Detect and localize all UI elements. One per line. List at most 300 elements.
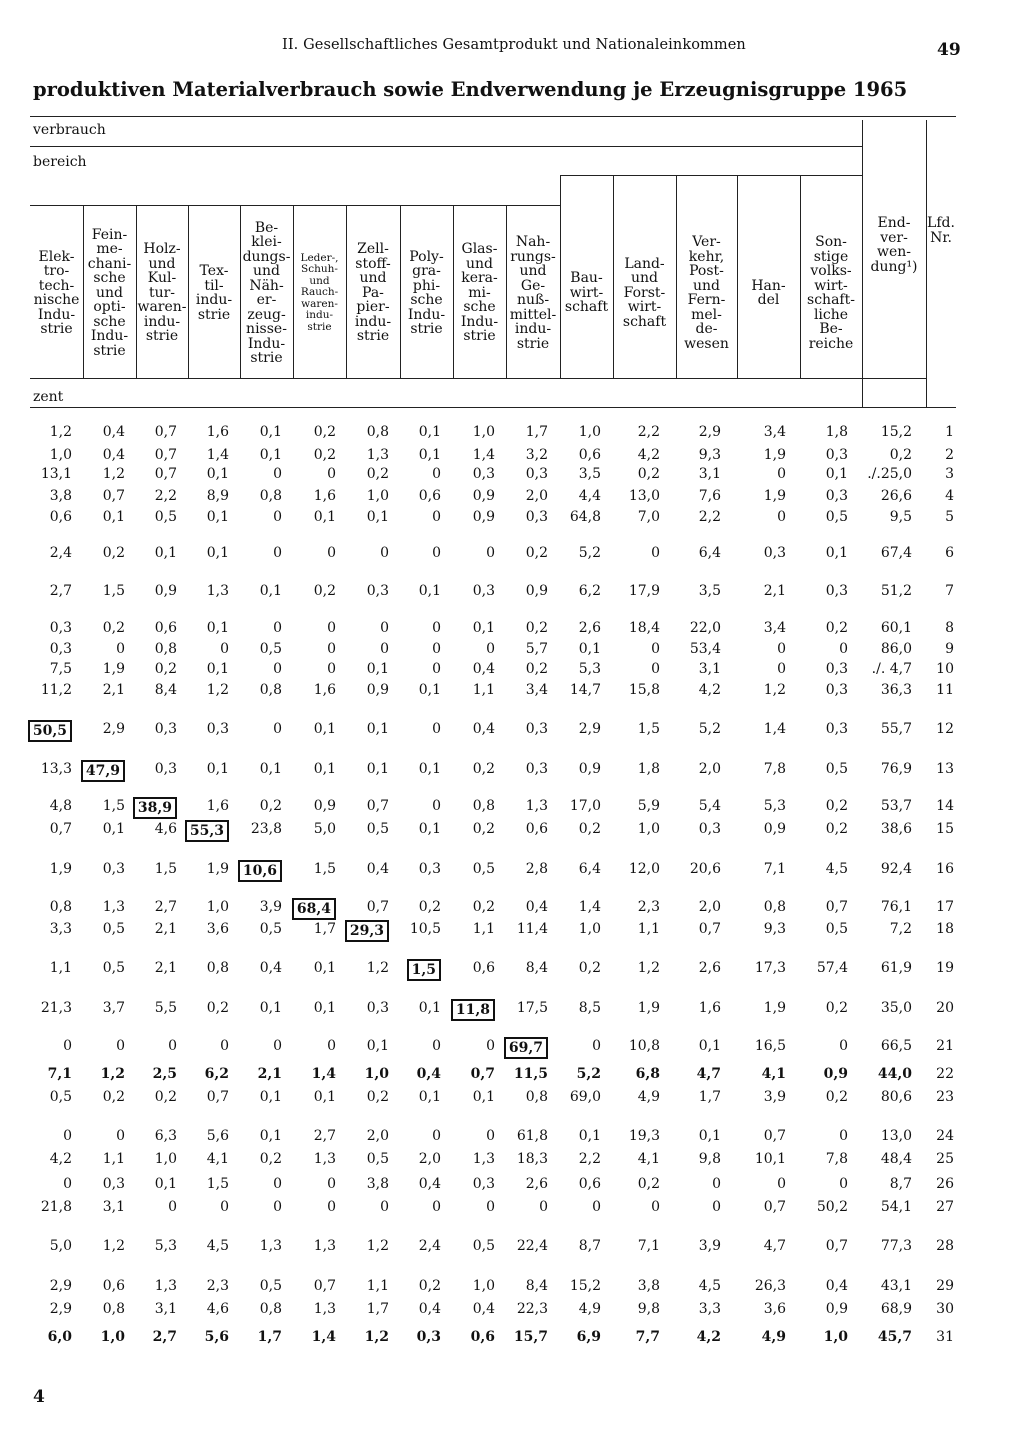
table-cell: 15,2 xyxy=(880,424,912,440)
table-cell: 4,6 xyxy=(154,821,177,837)
table-cell: 1,6 xyxy=(206,798,229,814)
table-cell: 5,2 xyxy=(698,721,721,737)
table-cell: 0,5 xyxy=(472,861,495,877)
table-cell: 0,5 xyxy=(472,1238,495,1254)
table-cell: 3,3 xyxy=(698,1301,721,1317)
table-cell: 6,3 xyxy=(154,1128,177,1144)
table-cell: 0,1 xyxy=(472,620,495,636)
table-cell: 0,3 xyxy=(49,620,72,636)
table-cell: 3,7 xyxy=(102,1000,125,1016)
table-cell: 3,6 xyxy=(206,921,229,937)
table-cell: 0,3 xyxy=(825,488,848,504)
table-cell: 0 xyxy=(432,798,441,814)
table-cell: 45,7 xyxy=(877,1329,912,1345)
table-cell: 11,5 xyxy=(513,1066,548,1082)
table-cell: 0,1 xyxy=(154,545,177,561)
table-cell: 1,5 xyxy=(313,861,336,877)
table-cell: 1,4 xyxy=(311,1066,336,1082)
table-cell: 2,9 xyxy=(49,1301,72,1317)
table-cell: 0,8 xyxy=(763,899,786,915)
table-cell: 0 xyxy=(116,641,125,657)
band-label-verbrauch: verbrauch xyxy=(33,122,106,138)
column-header: Ver- kehr, Post- und Fern- mel- de- wesen xyxy=(684,234,729,352)
table-cell: 0,8 xyxy=(259,488,282,504)
table-cell: 0,1 xyxy=(259,447,282,463)
table-cell: 0,4 xyxy=(416,1066,441,1082)
table-cell: 2,3 xyxy=(206,1278,229,1294)
row-number: 19 xyxy=(936,960,954,976)
table-cell: 47,9 xyxy=(81,760,125,782)
table-cell: 6,0 xyxy=(47,1329,72,1345)
table-cell: 1,3 xyxy=(313,1151,336,1167)
table-cell: 2,2 xyxy=(154,488,177,504)
table-cell: 3,6 xyxy=(763,1301,786,1317)
table-cell: 2,4 xyxy=(49,545,72,561)
table-cell: 1,4 xyxy=(206,447,229,463)
table-cell: 1,9 xyxy=(637,1000,660,1016)
table-cell: 0,2 xyxy=(418,899,441,915)
table-cell: 0,7 xyxy=(102,488,125,504)
table-cell: 0,8 xyxy=(102,1301,125,1317)
table-cell: 0,1 xyxy=(313,1089,336,1105)
table-cell: 1,2 xyxy=(102,1238,125,1254)
table-cell: 6,8 xyxy=(635,1066,660,1082)
table-cell: 2,7 xyxy=(152,1329,177,1345)
table-cell: 17,3 xyxy=(754,960,786,976)
table-cell: 3,1 xyxy=(698,466,721,482)
row-number: 1 xyxy=(945,424,954,440)
table-cell: 0,3 xyxy=(525,509,548,525)
table-cell: 0 xyxy=(486,1128,495,1144)
running-head: II. Gesellschaftliches Gesamtprodukt und Nationaleinkommen xyxy=(282,37,746,53)
table-cell: 4,6 xyxy=(206,1301,229,1317)
table-cell: 0 xyxy=(712,1176,721,1192)
band-rule-2 xyxy=(560,175,862,176)
table-cell: 1,1 xyxy=(366,1278,389,1294)
table-cell: 11,4 xyxy=(516,921,548,937)
table-cell: 54,1 xyxy=(880,1199,912,1215)
table-cell: 2,3 xyxy=(637,899,660,915)
table-cell: 86,0 xyxy=(880,641,912,657)
table-cell: 6,4 xyxy=(698,545,721,561)
table-cell: 0,1 xyxy=(418,1089,441,1105)
row-number: 3 xyxy=(945,466,954,482)
table-cell: 0,2 xyxy=(825,821,848,837)
table-cell: 0,8 xyxy=(206,960,229,976)
row-number: 16 xyxy=(936,861,954,877)
table-cell: 1,7 xyxy=(313,921,336,937)
table-cell: 1,6 xyxy=(313,682,336,698)
table-cell: 0 xyxy=(651,545,660,561)
table-cell: 15,7 xyxy=(513,1329,548,1345)
column-header: Zell- stoff- und Pa- pier- indu- strie xyxy=(354,241,392,345)
table-cell: 0 xyxy=(486,545,495,561)
table-cell: 1,0 xyxy=(823,1329,848,1345)
table-cell: 0,9 xyxy=(472,509,495,525)
column-header: Tex- til- indu- strie xyxy=(195,263,233,323)
table-cell: 2,9 xyxy=(698,424,721,440)
table-cell: 0,2 xyxy=(418,1278,441,1294)
table-cell: 0 xyxy=(432,721,441,737)
table-cell: 4,5 xyxy=(698,1278,721,1294)
table-cell: 0,8 xyxy=(259,682,282,698)
table-cell: 13,3 xyxy=(40,761,72,777)
table-cell: 0 xyxy=(432,545,441,561)
table-cell: 0,7 xyxy=(698,921,721,937)
table-cell: 3,5 xyxy=(698,583,721,599)
table-cell: 92,4 xyxy=(880,861,912,877)
table-cell: 0,5 xyxy=(154,509,177,525)
table-cell: 0,5 xyxy=(366,1151,389,1167)
table-cell: 0,2 xyxy=(472,821,495,837)
table-cell: 0,2 xyxy=(366,1089,389,1105)
row-number: 17 xyxy=(936,899,954,915)
table-cell: 0 xyxy=(327,1038,336,1054)
row-number: 15 xyxy=(936,821,954,837)
table-cell: 0,4 xyxy=(418,1176,441,1192)
row-number: 9 xyxy=(945,641,954,657)
table-cell: 0 xyxy=(273,545,282,561)
table-cell: 0,7 xyxy=(49,821,72,837)
table-cell: 0,1 xyxy=(366,509,389,525)
table-cell: 0,1 xyxy=(825,545,848,561)
table-cell: 0,9 xyxy=(472,488,495,504)
table-cell: 0,2 xyxy=(259,798,282,814)
table-cell: 1,6 xyxy=(698,1000,721,1016)
table-cell: 29,3 xyxy=(345,920,389,942)
table-cell: 5,0 xyxy=(49,1238,72,1254)
table-cell: 2,1 xyxy=(763,583,786,599)
table-cell: 0,7 xyxy=(763,1199,786,1215)
table-cell: 0,9 xyxy=(366,682,389,698)
table-cell: 0,1 xyxy=(578,641,601,657)
table-cell: 22,3 xyxy=(516,1301,548,1317)
table-cell: 16,5 xyxy=(754,1038,786,1054)
table-cell: 3,4 xyxy=(763,424,786,440)
table-cell: 0,6 xyxy=(49,509,72,525)
unit-rule xyxy=(30,407,956,408)
table-cell: 0 xyxy=(486,1199,495,1215)
table-cell: 53,4 xyxy=(689,641,721,657)
table-cell: 48,4 xyxy=(880,1151,912,1167)
table-cell: 0 xyxy=(777,509,786,525)
table-cell: 0,1 xyxy=(366,761,389,777)
table-cell: 2,6 xyxy=(578,620,601,636)
table-cell: 1,2 xyxy=(366,1238,389,1254)
table-cell: 3,5 xyxy=(578,466,601,482)
table-cell: 15,8 xyxy=(628,682,660,698)
table-cell: 50,2 xyxy=(816,1199,848,1215)
table-cell: 1,1 xyxy=(102,1151,125,1167)
table-cell: 0 xyxy=(592,1038,601,1054)
table-cell: 0,3 xyxy=(416,1329,441,1345)
table-cell: 0 xyxy=(220,1038,229,1054)
table-cell: 3,9 xyxy=(698,1238,721,1254)
table-cell: 0,6 xyxy=(578,1176,601,1192)
table-cell: 0,8 xyxy=(49,899,72,915)
table-cell: 0,1 xyxy=(206,620,229,636)
table-cell: 80,6 xyxy=(880,1089,912,1105)
table-cell: 0 xyxy=(592,1199,601,1215)
table-cell: 1,7 xyxy=(366,1301,389,1317)
table-cell: 0 xyxy=(273,1176,282,1192)
table-cell: 1,3 xyxy=(102,899,125,915)
table-cell: 1,0 xyxy=(364,1066,389,1082)
table-cell: 2,0 xyxy=(418,1151,441,1167)
table-cell: 0,3 xyxy=(366,583,389,599)
table-cell: 3,8 xyxy=(637,1278,660,1294)
table-cell: 0,9 xyxy=(825,1301,848,1317)
table-cell: 0,1 xyxy=(313,960,336,976)
table-cell: 7,8 xyxy=(763,761,786,777)
table-cell: 0 xyxy=(220,641,229,657)
table-cell: 4,1 xyxy=(761,1066,786,1082)
table-cell: 0 xyxy=(839,1038,848,1054)
table-cell: 0,4 xyxy=(102,447,125,463)
table-cell: ./.25,0 xyxy=(867,466,912,482)
table-cell: 1,0 xyxy=(578,921,601,937)
table-cell: 12,0 xyxy=(628,861,660,877)
table-cell: 0,2 xyxy=(578,821,601,837)
table-cell: 2,5 xyxy=(152,1066,177,1082)
table-cell: 0,2 xyxy=(525,661,548,677)
table-cell: 1,2 xyxy=(206,682,229,698)
table-cell: 0 xyxy=(432,1038,441,1054)
row-number: 31 xyxy=(936,1329,954,1345)
table-cell: 2,2 xyxy=(637,424,660,440)
table-cell: 0 xyxy=(273,1199,282,1215)
table-cell: 0 xyxy=(839,1128,848,1144)
table-cell: 18,3 xyxy=(516,1151,548,1167)
table-cell: 1,9 xyxy=(763,1000,786,1016)
table-cell: 1,5 xyxy=(154,861,177,877)
table-cell: 1,4 xyxy=(763,721,786,737)
table-cell: 2,6 xyxy=(525,1176,548,1192)
table-cell: 50,5 xyxy=(28,720,72,742)
table-cell: 1,9 xyxy=(763,447,786,463)
table-cell: 0 xyxy=(220,1199,229,1215)
table-cell: 0,1 xyxy=(259,1000,282,1016)
table-cell: 5,0 xyxy=(313,821,336,837)
table-cell: 0 xyxy=(777,661,786,677)
table-cell: 0,3 xyxy=(525,466,548,482)
table-cell: 0,3 xyxy=(206,721,229,737)
row-number: 26 xyxy=(936,1176,954,1192)
table-cell: 11,8 xyxy=(451,999,495,1021)
table-cell: 0 xyxy=(432,661,441,677)
table-cell: 64,8 xyxy=(569,509,601,525)
table-cell: 11,2 xyxy=(40,682,72,698)
table-cell: 8,7 xyxy=(889,1176,912,1192)
row-number: 22 xyxy=(936,1066,954,1082)
table-cell: 0,9 xyxy=(154,583,177,599)
table-cell: 0,3 xyxy=(49,641,72,657)
table-cell: 0,1 xyxy=(418,447,441,463)
table-cell: 1,0 xyxy=(472,1278,495,1294)
table-cell: 2,1 xyxy=(154,960,177,976)
column-header: Han- del xyxy=(751,277,786,308)
table-cell: 0,2 xyxy=(366,466,389,482)
table-cell: 0,8 xyxy=(259,1301,282,1317)
table-cell: 2,4 xyxy=(418,1238,441,1254)
table-cell: 2,7 xyxy=(154,899,177,915)
row-number: 25 xyxy=(936,1151,954,1167)
table-cell: 5,3 xyxy=(578,661,601,677)
table-cell: 0 xyxy=(380,1199,389,1215)
table-cell: 0,8 xyxy=(472,798,495,814)
band-label-bereich: bereich xyxy=(33,154,87,170)
table-cell: 0,6 xyxy=(578,447,601,463)
table-cell: 0,2 xyxy=(154,1089,177,1105)
table-cell: 1,5 xyxy=(102,798,125,814)
table-cell: 68,4 xyxy=(292,898,336,920)
table-cell: 0,9 xyxy=(823,1066,848,1082)
table-cell: 10,5 xyxy=(409,921,441,937)
footer-page-marker: 4 xyxy=(33,1387,45,1407)
table-cell: 2,1 xyxy=(102,682,125,698)
table-cell: 1,1 xyxy=(637,921,660,937)
table-cell: 1,5 xyxy=(407,959,441,981)
table-cell: 2,8 xyxy=(525,861,548,877)
table-cell: 0,1 xyxy=(698,1038,721,1054)
table-cell: 4,2 xyxy=(696,1329,721,1345)
table-cell: 0,5 xyxy=(366,821,389,837)
table-cell: 20,6 xyxy=(689,861,721,877)
table-cell: 0,7 xyxy=(313,1278,336,1294)
page-title: produktiven Materialverbrauch sowie Endverwendung je Erzeugnisgruppe 1965 xyxy=(33,78,908,101)
column-header: Poly- gra- phi- sche Indu- strie xyxy=(407,248,446,337)
table-cell: 1,8 xyxy=(637,761,660,777)
table-cell: 5,2 xyxy=(578,545,601,561)
header-top-rule xyxy=(30,205,560,206)
table-cell: 0,2 xyxy=(472,899,495,915)
table-cell: 1,4 xyxy=(311,1329,336,1345)
table-cell: 10,8 xyxy=(628,1038,660,1054)
table-cell: 7,1 xyxy=(763,861,786,877)
column-header: Elek- tro- tech- nische Indu- strie xyxy=(33,248,80,337)
table-cell: 8,9 xyxy=(206,488,229,504)
table-cell: 0 xyxy=(273,1038,282,1054)
table-cell: 38,9 xyxy=(133,797,177,819)
table-cell: 13,0 xyxy=(628,488,660,504)
table-cell: 0 xyxy=(327,466,336,482)
column-header: Lfd. Nr. xyxy=(927,215,955,246)
table-cell: 0,4 xyxy=(825,1278,848,1294)
table-cell: 17,9 xyxy=(628,583,660,599)
table-cell: 8,4 xyxy=(525,1278,548,1294)
table-cell: 7,1 xyxy=(637,1238,660,1254)
table-cell: 0,2 xyxy=(313,424,336,440)
table-cell: 7,6 xyxy=(698,488,721,504)
table-cell: 7,7 xyxy=(635,1329,660,1345)
table-cell: 76,9 xyxy=(880,761,912,777)
table-cell: 0,3 xyxy=(763,545,786,561)
table-cell: 0 xyxy=(777,466,786,482)
table-cell: 0,1 xyxy=(259,424,282,440)
table-cell: 0 xyxy=(327,545,336,561)
table-cell: 1,5 xyxy=(206,1176,229,1192)
table-cell: 1,1 xyxy=(472,921,495,937)
table-cell: 0,1 xyxy=(259,761,282,777)
table-cell: 4,2 xyxy=(698,682,721,698)
table-cell: 0,2 xyxy=(825,1089,848,1105)
table-cell: 1,3 xyxy=(472,1151,495,1167)
table-cell: 2,9 xyxy=(578,721,601,737)
table-cell: 5,6 xyxy=(206,1128,229,1144)
row-number: 20 xyxy=(936,1000,954,1016)
table-cell: 0 xyxy=(539,1199,548,1215)
table-cell: 6,9 xyxy=(576,1329,601,1345)
row-number: 7 xyxy=(945,583,954,599)
table-cell: 0 xyxy=(432,641,441,657)
table-cell: 4,7 xyxy=(696,1066,721,1082)
table-cell: 0,7 xyxy=(206,1089,229,1105)
table-cell: 4,1 xyxy=(206,1151,229,1167)
table-cell: 0,3 xyxy=(154,761,177,777)
table-cell: 19,3 xyxy=(628,1128,660,1144)
row-number: 30 xyxy=(936,1301,954,1317)
table-cell: 9,5 xyxy=(889,509,912,525)
table-cell: 1,2 xyxy=(637,960,660,976)
table-cell: 8,4 xyxy=(154,682,177,698)
table-cell: 0,1 xyxy=(259,1128,282,1144)
title-rule xyxy=(30,116,956,117)
column-header: Bau- wirt- schaft xyxy=(564,270,609,316)
table-cell: 0,2 xyxy=(825,620,848,636)
table-cell: 0,1 xyxy=(206,661,229,677)
table-cell: 0,2 xyxy=(889,447,912,463)
table-cell: 1,3 xyxy=(206,583,229,599)
row-number: 11 xyxy=(936,682,954,698)
table-cell: 0,4 xyxy=(472,1301,495,1317)
table-cell: 0 xyxy=(839,641,848,657)
table-cell: 1,6 xyxy=(206,424,229,440)
table-cell: 0,2 xyxy=(825,1000,848,1016)
column-header: Holz- und Kul- tur- waren- indu- strie xyxy=(137,241,187,345)
table-cell: 0 xyxy=(380,545,389,561)
table-cell: 0 xyxy=(63,1038,72,1054)
table-cell: 0 xyxy=(777,641,786,657)
table-cell: 1,2 xyxy=(366,960,389,976)
table-cell: 68,9 xyxy=(880,1301,912,1317)
table-cell: 5,9 xyxy=(637,798,660,814)
table-cell: 0 xyxy=(327,641,336,657)
table-cell: 3,9 xyxy=(259,899,282,915)
table-cell: 1,4 xyxy=(472,447,495,463)
table-cell: 0,3 xyxy=(472,1176,495,1192)
table-cell: 1,2 xyxy=(364,1329,389,1345)
table-cell: 0,2 xyxy=(313,447,336,463)
row-number: 18 xyxy=(936,921,954,937)
table-cell: 0,5 xyxy=(825,761,848,777)
table-cell: 3,1 xyxy=(102,1199,125,1215)
table-cell: 3,8 xyxy=(366,1176,389,1192)
header-bottom-rule xyxy=(30,378,926,379)
band-rule-1 xyxy=(30,146,862,147)
table-cell: 0,2 xyxy=(102,620,125,636)
table-cell: 55,3 xyxy=(185,820,229,842)
table-cell: 1,0 xyxy=(637,821,660,837)
table-cell: 7,1 xyxy=(47,1066,72,1082)
table-cell: 1,3 xyxy=(366,447,389,463)
table-cell: 0,3 xyxy=(825,721,848,737)
table-cell: 0,5 xyxy=(259,921,282,937)
table-cell: 0,1 xyxy=(366,661,389,677)
row-number: 13 xyxy=(936,761,954,777)
row-number: 24 xyxy=(936,1128,954,1144)
table-cell: 2,1 xyxy=(154,921,177,937)
table-cell: 0 xyxy=(380,620,389,636)
